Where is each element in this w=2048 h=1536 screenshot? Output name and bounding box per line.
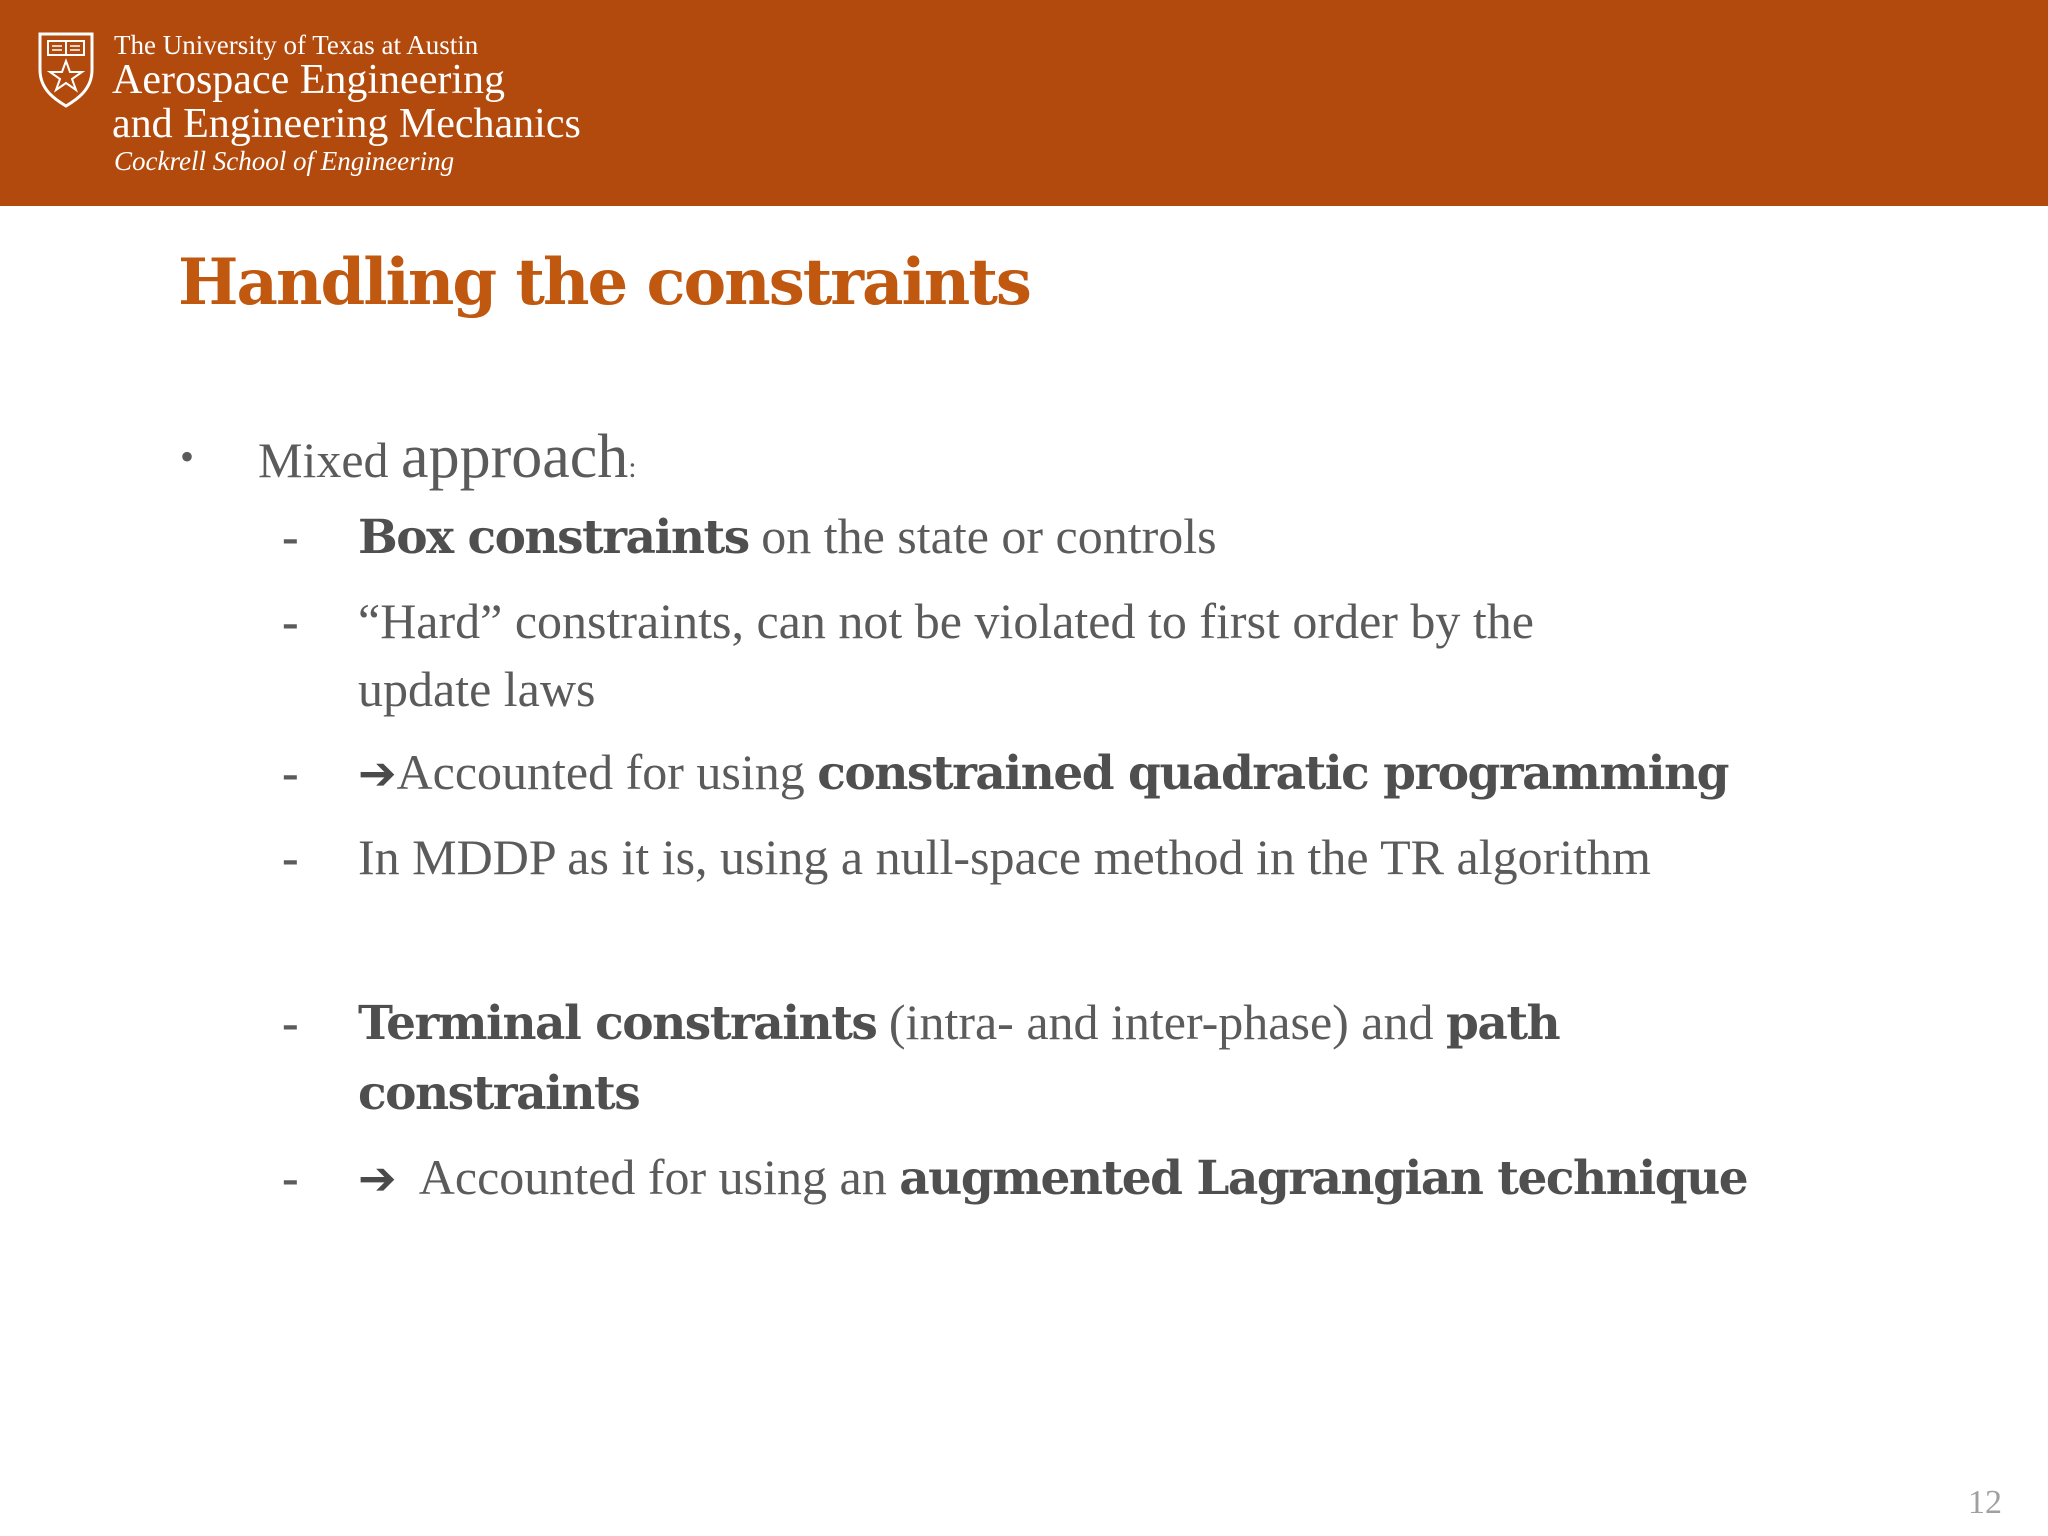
dash-marker: - (282, 593, 299, 649)
header-banner (0, 0, 2048, 206)
subitem-bold: Box constraints (358, 510, 749, 565)
subitem-line-2 (358, 1058, 1878, 1128)
subitem-bold: Terminal constraints (358, 996, 877, 1051)
department-line-2: and Engineering Mechanics (112, 101, 581, 147)
subitem-text-line-1: “Hard” constraints, can not be violated to first order by the (358, 593, 1535, 649)
department-name (112, 58, 581, 146)
bullet-dot: • (180, 434, 195, 479)
subitem-box-constraints (178, 502, 1878, 572)
right-arrow-icon: ➔ (358, 1151, 397, 1205)
subitem-bold: constrained quadratic programming (817, 746, 1728, 801)
subitem-text: (intra- and inter-phase) and (876, 994, 1446, 1050)
subitem-hard-constraints (178, 587, 1878, 723)
bullet-colon: : (628, 451, 637, 484)
school-name: Cockrell School of Engineering (114, 146, 455, 176)
bullet-text-small: Mixed (258, 432, 402, 488)
department-line-1: Aerospace Engineering (112, 57, 505, 103)
subitem-constrained-qp (178, 738, 1878, 808)
bullet-mixed-approach (178, 420, 1878, 502)
subitem-text: Accounted for using (396, 744, 818, 800)
subitem-terminal-constraints (178, 988, 1878, 1128)
dash-marker: - (282, 829, 299, 885)
dash-marker: - (282, 1149, 299, 1205)
slide-content (178, 420, 1878, 1228)
university-name: The University of Texas at Austin (114, 30, 479, 60)
subitem-text: Accounted for using an (396, 1149, 900, 1205)
subitem-text: In MDDP as it is, using a null-space method in the TR algorithm (358, 829, 1651, 885)
subitem-mddp-null-space (178, 823, 1878, 891)
dash-marker: - (282, 744, 299, 800)
right-arrow-icon: ➔ (358, 746, 397, 800)
subitem-bold-path: path (1446, 996, 1560, 1051)
subitem-bold: augmented Lagrangian technique (899, 1151, 1748, 1206)
subitem-text-line-2: update laws (358, 661, 596, 717)
slide-title: Handling the constraints (178, 245, 1030, 320)
subitem-line-1 (358, 988, 1878, 1058)
subitem-text: on the state or controls (748, 508, 1217, 564)
ut-seal-icon (36, 30, 96, 108)
dash-marker: - (282, 508, 299, 564)
spacer (178, 906, 1878, 988)
subitem-bold-constraints: constraints (358, 1066, 640, 1121)
dash-marker: - (282, 994, 299, 1050)
page-number: 12 (1968, 1484, 2002, 1521)
bullet-text-large: approach (401, 423, 629, 491)
subitem-augmented-lagrangian (178, 1143, 1878, 1213)
